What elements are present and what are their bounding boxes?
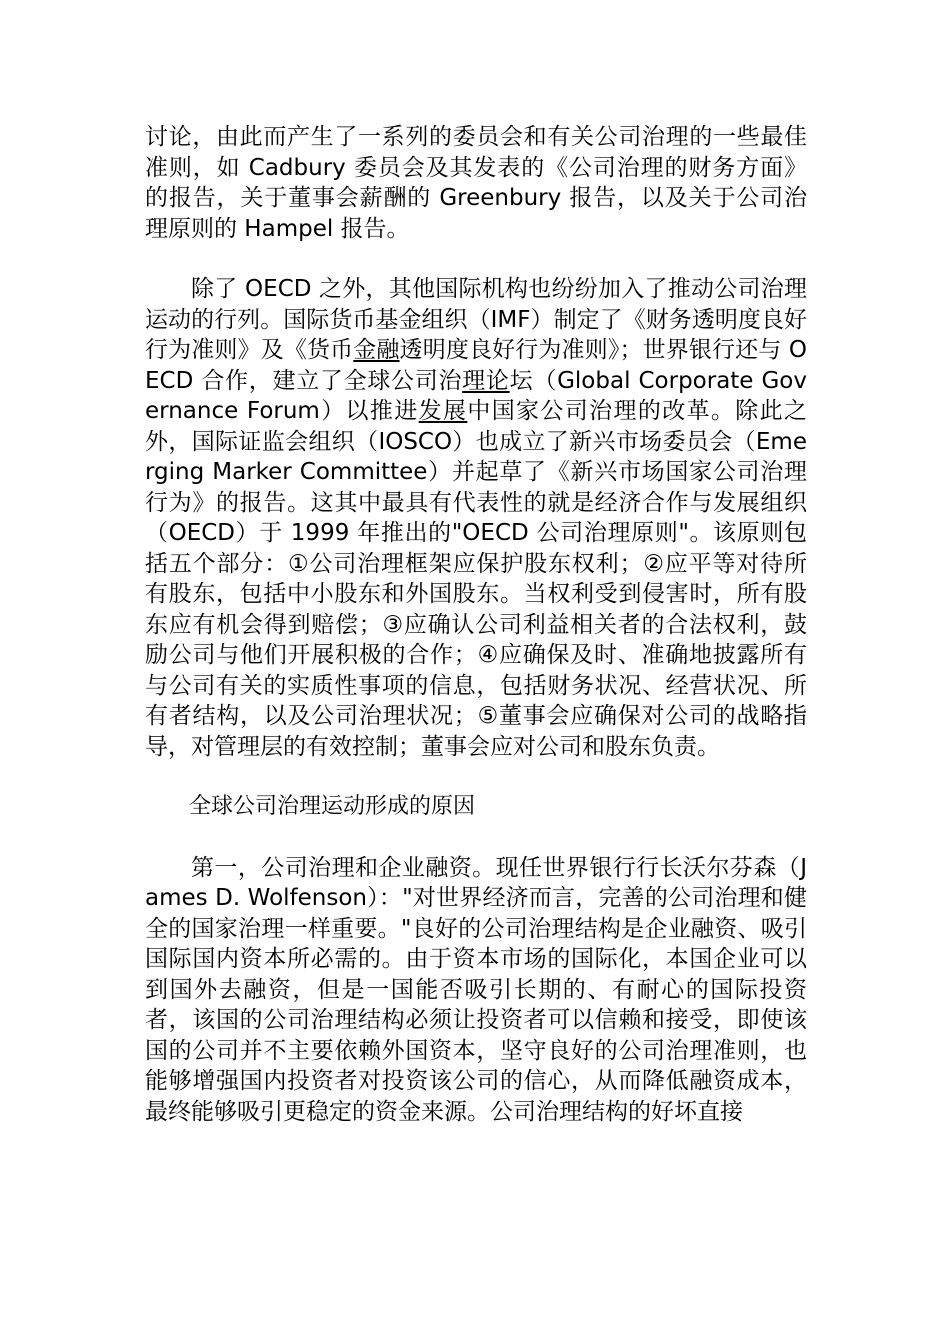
paragraph-text: 坛（Global Corporate Governance Forum）以推进 bbox=[145, 367, 807, 424]
document-page bbox=[145, 122, 807, 1157]
paragraph-1 bbox=[145, 122, 807, 244]
link-fazhan[interactable]: 发展 bbox=[418, 398, 468, 424]
link-lilun[interactable]: 理论 bbox=[462, 367, 510, 394]
paragraph-3 bbox=[145, 853, 807, 1128]
paragraph-text: 第一，公司治理和企业融资。现任世界银行行长沃尔芬森（James D. Wolfenson）："对世界经济而言，完善的公司治理和健全的国家治理一样重要。"良好的公司治理结构是企业融资、吸引国际国内资本所必需的。由于资本市场的国际化，本国企业可以到国外去融资，但是一国能否吸引长期的、有耐心的国际投资者，该国的公司治理结构必须让投资者可以信赖和接受，即使该国的公司并不主要依赖外国资本，坚守良好的公司治理准则，也能够增强国内投资者对投资该公司的信心，从而降低融资成本，最终能够吸引更稳定的资金来源。公司治理结构的好坏直接 bbox=[145, 854, 807, 1125]
paragraph-text: 中国家公司治理的改革。除此之外，国际证监会组织（IOSCO）也成立了新兴市场委员会（Emerging Marker Committee）并起草了《新兴市场国家公司治理行为》的报告。这其中最具有代表性的就是经济合作与发展组织（OECD）于 1999 年推出的"OECD 公司治理原则"。该原则包括五个部分：①公司治理框架应保护股东权利；②应平等对待所有股东，包括中小股东和外国股东。当权利受到侵害时，所有股东应有机会得到赔偿；③应确认公司利益相关者的合法权利，鼓励公司与他们开展积极的合作；④应确保及时、准确地披露所有与公司有关的实质性事项的信息，包括财务状况、经营状况、所有者结构，以及公司治理状况；⑤董事会应确保对公司的战略指导，对管理层的有效控制；董事会应对公司和股东负责。 bbox=[145, 398, 807, 760]
paragraph-2 bbox=[145, 274, 807, 762]
paragraph-text: 除了 OECD 之外，其他国际机构也纷纷加入了推动公司治理运动的行列。国际货币基金组织（IMF）制定了《财务透明度良好行为准则》及《货币 bbox=[145, 276, 807, 363]
paragraph-text: 讨论，由此而产生了一系列的委员会和有关公司治理的一些最佳准则，如 Cadbury 委员会及其发表的《公司治理的财务方面》的报告，关于董事会薪酬的 Greenbury 报告，以及关于公司治理原则的 Hampel 报告。 bbox=[145, 124, 807, 242]
section-heading: 全球公司治理运动形成的原因 bbox=[189, 794, 476, 819]
paragraph-text: 透明度良好行为准则》；世界银行还与 OECD 合作，建立了全球公司治 bbox=[145, 337, 807, 394]
link-jinrong[interactable]: 金融 bbox=[353, 337, 400, 363]
